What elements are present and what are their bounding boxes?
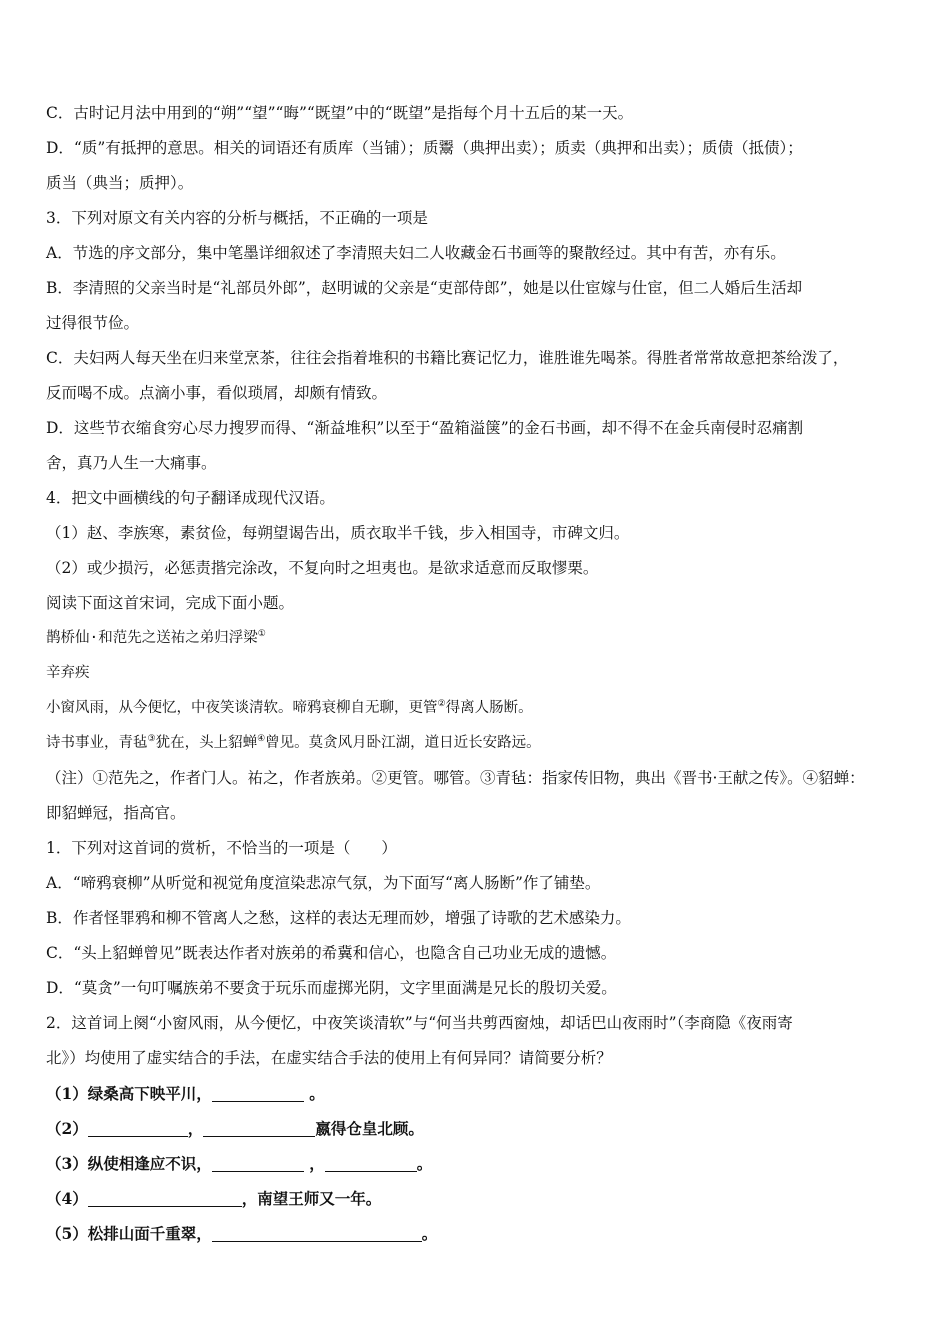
fill-blank-3-prefix: （3）纵使相逢应不识， [46,1154,212,1173]
fill-blank-1 [46,1076,898,1111]
poem-title-note: ① [257,629,266,639]
fill-blank-3-suffix: 。 [416,1154,433,1173]
q3-option-d-line1: D．这些节衣缩食穷心尽力搜罗而得、“渐益堆积”以至于“盈箱溢箧”的金石书画，却不得不在金兵南侵时忍痛割 [46,419,804,437]
answer-blank[interactable] [88,1190,242,1207]
answer-blank[interactable] [203,1120,315,1137]
q4-sentence-2: （2）或少损污，必惩责揩完涂改，不复向时之坦夷也。是欲求适意而反取憀栗。 [46,559,599,577]
poem-q1-option-d: D．“莫贪”一句叮嘱族弟不要贪于玩乐而虚掷光阴，文字里面满是兄长的殷切关爱。 [46,979,617,997]
q2-option-c: C．古时记月法中用到的“朔”“望”“晦”“既望”中的“既望”是指每个月十五后的某一天。 [46,104,634,122]
fill-blank-2-sep: ， [187,1119,204,1138]
answer-blank[interactable] [325,1155,417,1172]
q3-option-c-line1: C．夫妇两人每天坐在归来堂烹茶，往往会指着堆积的书籍比赛记忆力，谁胜谁先喝茶。得胜者常常故意把茶给泼了， [46,349,849,367]
poem-line-2-b: 犹在，头上貂蝉 [155,735,258,751]
poem-title [46,621,898,656]
poem-note-3: ③ [147,734,156,744]
poem-author: 辛弃疾 [46,665,90,681]
poem-q2-line1: 2．这首词上阕“小窗风雨，从今便忆，中夜笑谈清软”与“何当共剪西窗烛，却话巴山夜雨时”（李商隐《夜雨寄 [46,1014,793,1032]
fill-blank-2 [46,1111,898,1146]
q4-sentence-1: （1）赵、李族寒，素贫俭，每朔望谒告出，质衣取半千钱，步入相国寺，市碑文归。 [46,524,630,542]
poem-q1-option-a: A．“啼鸦衰柳”从听觉和视觉角度渲染悲凉气氛，为下面写“离人肠断”作了铺垫。 [46,874,601,892]
q3-stem: 3．下列对原文有关内容的分析与概括，不正确的一项是 [46,209,428,227]
answer-blank[interactable] [88,1120,188,1137]
poem-intro: 阅读下面这首宋词，完成下面小题。 [46,594,295,612]
poem-line-1-a: 小窗风雨，从今便忆，中夜笑谈清软。啼鸦衰柳自无聊，更管 [46,700,438,716]
poem-notes-line1: （注）①范先之，作者门人。祐之，作者族弟。②更管。哪管。③青毡：指家传旧物，典出《晋书·王献之传》。④貂蝉： [46,769,865,787]
q3-option-d-line2: 舍，真乃人生一大痛事。 [46,454,217,472]
q2-option-d-line2: 质当（典当；质押）。 [46,174,194,192]
fill-blank-5-suffix: 。 [421,1224,438,1243]
q3-option-b-line1: B．李清照的父亲当时是“礼部员外郎”，赵明诚的父亲是“吏部侍郎”，她是以仕宦嫁与仕宦，但二人婚后生活却 [46,279,803,297]
poem-q1-stem: 1．下列对这首词的赏析，不恰当的一项是（ ） [46,839,397,857]
fill-blank-4 [46,1181,898,1216]
fill-blank-5-prefix: （5）松排山面千重翠， [46,1224,212,1243]
answer-blank[interactable] [212,1085,304,1102]
poem-notes-line2: 即貂蝉冠，指高官。 [46,804,186,822]
poem-line-2-a: 诗书事业，青毡 [46,735,148,751]
q3-option-a: A．节选的序文部分，集中笔墨详细叙述了李清照夫妇二人收藏金石书画等的聚散经过。其中有苦，亦有乐。 [46,244,786,262]
poem-q1-option-b: B．作者怪罪鸦和柳不管离人之愁，这样的表达无理而妙，增强了诗歌的艺术感染力。 [46,909,631,927]
fill-blank-2-suffix: 嬴得仓皇北顾。 [315,1119,424,1138]
fill-blank-3-sep: ， [309,1154,325,1173]
poem-note-2: ② [437,699,446,709]
answer-blank[interactable] [212,1155,304,1172]
q4-stem: 4．把文中画横线的句子翻译成现代汉语。 [46,489,335,507]
q3-option-c-line2: 反而喝不成。点滴小事，看似琐屑，却颇有情致。 [46,384,388,402]
fill-blank-4-suffix: ，南望王师又一年。 [241,1189,382,1208]
fill-blank-1-suffix: 。 [309,1084,325,1103]
poem-line-1 [46,691,898,726]
fill-blank-3 [46,1146,898,1181]
poem-line-2 [46,726,898,761]
poem-q1-option-c: C．“头上貂蝉曾见”既表达作者对族弟的希冀和信心，也隐含自己功业无成的遗憾。 [46,944,617,962]
poem-q2-line2: 北》）均使用了虚实结合的手法，在虚实结合手法的使用上有何异同？请简要分析？ [46,1049,612,1067]
q2-option-d-line1: D．“质”有抵押的意思。相关的词语还有质库（当铺）；质鬻（典押出卖）；质卖（典押和出卖）；质债（抵债）； [46,139,803,157]
fill-blank-2-prefix: （2） [46,1119,88,1138]
poem-line-1-b: 得离人肠断。 [445,700,533,716]
poem-note-4: ④ [257,734,266,744]
poem-line-2-c: 曾见。莫贪风月卧江湖，道日近长安路远。 [265,735,541,751]
poem-title-text: 鹊桥仙·和范先之送祐之弟归浮梁 [46,630,258,646]
q3-option-b-line2: 过得很节俭。 [46,314,140,332]
fill-blank-5 [46,1216,898,1251]
answer-blank[interactable] [212,1225,422,1242]
fill-blank-4-prefix: （4） [46,1189,88,1208]
document-page [46,96,898,1251]
fill-blank-1-prefix: （1）绿桑高下映平川， [46,1084,212,1103]
